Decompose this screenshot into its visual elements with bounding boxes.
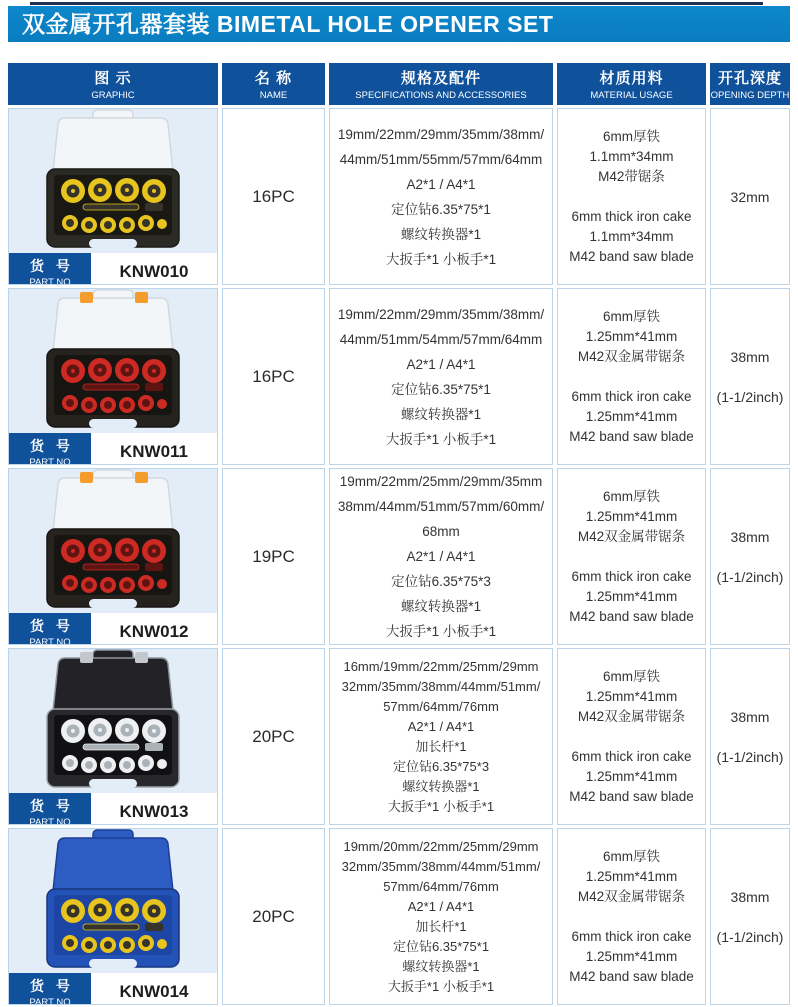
spec-line: 68mm — [422, 524, 460, 539]
material-line: 6mm厚铁 — [603, 308, 660, 324]
spec-line: 加长杆*1 — [415, 738, 467, 754]
spec-line: 57mm/64mm/76mm — [383, 698, 499, 714]
material-line: 6mm厚铁 — [603, 128, 660, 144]
depth-line — [748, 907, 752, 927]
material-line: 6mm thick iron cake — [571, 208, 692, 224]
product-photo-knw014 — [9, 829, 217, 973]
spec-line: A2*1 / A4*1 — [406, 176, 476, 192]
spec-line: 44mm/51mm/54mm/57mm/64mm — [339, 331, 543, 347]
depth-line: 32mm — [730, 188, 770, 205]
top-divider-line — [30, 2, 763, 5]
spec-line: A2*1 / A4*1 — [406, 356, 476, 372]
spec-line: 定位钻6.35*75*1 — [392, 938, 490, 954]
part-no-value: KNW013 — [119, 802, 189, 821]
table-row — [8, 468, 790, 645]
graphic-cell — [8, 108, 218, 285]
graphic-cell — [8, 288, 218, 465]
material-line: M42双金属带锯条 — [577, 888, 686, 904]
depth-line: 38mm — [730, 348, 770, 365]
part-no-strip — [9, 973, 217, 1005]
spec-line: A2*1 / A4*1 — [406, 549, 476, 564]
material-line: 1.25mm*41mm — [585, 768, 678, 784]
product-name: 16PC — [222, 108, 325, 285]
material-line: 1.25mm*41mm — [585, 508, 678, 524]
material-line: M42 band saw blade — [569, 428, 694, 444]
material-line: M42双金属带锯条 — [577, 708, 686, 724]
spec-line: 螺纹转换器*1 — [402, 958, 480, 974]
material-line: 6mm厚铁 — [603, 848, 660, 864]
product-material — [557, 648, 706, 825]
material-line: M42双金属带锯条 — [577, 348, 686, 364]
product-specifications — [329, 108, 553, 285]
spec-line: 19mm/22mm/29mm/35mm/38mm/ — [337, 126, 545, 142]
part-no-label: 货 号 PART NO — [9, 973, 91, 1005]
material-line: 1.25mm*41mm — [585, 868, 678, 884]
spec-line: 16mm/19mm/22mm/25mm/29mm — [343, 658, 539, 674]
material-line: 6mm thick iron cake — [571, 388, 692, 404]
part-no-value: KNW010 — [119, 262, 189, 281]
product-material — [557, 288, 706, 465]
product-material — [557, 108, 706, 285]
product-name: 19PC — [222, 468, 325, 645]
material-line: 1.1mm*34mm — [589, 148, 674, 164]
product-opening-depth — [710, 468, 790, 645]
material-line — [630, 547, 634, 567]
depth-line: 38mm — [730, 528, 770, 545]
depth-line: (1-1/2inch) — [716, 928, 784, 945]
material-line: 1.1mm*34mm — [589, 228, 674, 244]
spec-line: 32mm/35mm/38mm/44mm/51mm/ — [341, 858, 541, 874]
spec-line: 大扳手*1 小板手*1 — [387, 798, 495, 814]
page-title: 双金属开孔器套装 BIMETAL HOLE OPENER SET — [8, 6, 790, 42]
table-row — [8, 648, 790, 825]
product-photo-knw013 — [9, 649, 217, 793]
part-no-label: 货 号 PART NO — [9, 613, 91, 645]
table-header-row — [8, 63, 790, 105]
spec-line: 加长杆*1 — [415, 918, 467, 934]
product-material — [557, 828, 706, 1005]
depth-line: 38mm — [730, 888, 770, 905]
spec-line: 19mm/22mm/25mm/29mm/35mm — [339, 474, 543, 489]
spec-line: 螺纹转换器*1 — [400, 599, 482, 614]
depth-line — [748, 547, 752, 567]
column-header-name: 名 称 NAME — [222, 63, 325, 105]
material-line: M42 band saw blade — [569, 788, 694, 804]
material-line: 1.25mm*41mm — [585, 948, 678, 964]
spec-line: 57mm/64mm/76mm — [383, 878, 499, 894]
spec-line: 螺纹转换器*1 — [400, 406, 482, 422]
depth-line: (1-1/2inch) — [716, 388, 784, 405]
product-photo-knw011 — [9, 289, 217, 433]
spec-line: 螺纹转换器*1 — [400, 226, 482, 242]
spec-line: 螺纹转换器*1 — [402, 778, 480, 794]
material-line: 1.25mm*41mm — [585, 408, 678, 424]
column-header-material: 材质用料 MATERIAL USAGE — [557, 63, 706, 105]
part-no-value: KNW012 — [119, 622, 189, 641]
material-line: 1.25mm*41mm — [585, 688, 678, 704]
table-row — [8, 108, 790, 285]
product-table — [8, 63, 790, 1005]
product-opening-depth — [710, 648, 790, 825]
product-material — [557, 468, 706, 645]
product-specifications — [329, 468, 553, 645]
part-no-label: 货 号 PART NO — [9, 793, 91, 825]
part-no-label: 货 号 PART NO — [9, 253, 91, 285]
product-name: 20PC — [222, 648, 325, 825]
product-name: 16PC — [222, 288, 325, 465]
spec-line: 38mm/44mm/51mm/57mm/60mm/ — [337, 499, 545, 514]
depth-line — [748, 727, 752, 747]
part-no-value: KNW011 — [119, 442, 189, 461]
material-line: 6mm thick iron cake — [571, 928, 692, 944]
material-line: 1.25mm*41mm — [585, 328, 678, 344]
column-header-specifications: 规格及配件 SPECIFICATIONS AND ACCESSORIES — [329, 63, 553, 105]
column-header-graphic: 图 示 GRAPHIC — [8, 63, 218, 105]
part-no-strip — [9, 793, 217, 825]
material-line — [630, 907, 634, 927]
spec-line: 大扳手*1 小板手*1 — [385, 431, 497, 447]
product-photo-knw012 — [9, 469, 217, 613]
spec-line: 大扳手*1 小板手*1 — [387, 978, 495, 994]
product-specifications — [329, 828, 553, 1005]
spec-line: 定位钻6.35*75*3 — [391, 574, 491, 589]
column-header-opening-depth: 开孔深度 OPENING DEPTH — [710, 63, 790, 105]
spec-line: 32mm/35mm/38mm/44mm/51mm/ — [341, 678, 541, 694]
spec-line: A2*1 / A4*1 — [407, 898, 475, 914]
material-line: M42 band saw blade — [569, 968, 694, 984]
depth-line: 38mm — [730, 708, 770, 725]
spec-line: 19mm/20mm/22mm/25mm/29mm — [343, 838, 539, 854]
product-opening-depth — [710, 828, 790, 1005]
spec-line: 定位钻6.35*75*1 — [391, 381, 491, 397]
depth-line: (1-1/2inch) — [716, 568, 784, 585]
spec-line: 大扳手*1 小板手*1 — [385, 251, 497, 267]
material-line: M42带锯条 — [598, 168, 665, 184]
material-line: 6mm厚铁 — [603, 488, 660, 504]
material-line — [630, 187, 634, 207]
spec-line: 44mm/51mm/55mm/57mm/64mm — [339, 151, 543, 167]
depth-line — [748, 367, 752, 387]
material-line — [630, 727, 634, 747]
graphic-cell — [8, 468, 218, 645]
material-line: M42双金属带锯条 — [577, 528, 686, 544]
spec-line: 定位钻6.35*75*3 — [392, 758, 490, 774]
material-line: 6mm厚铁 — [603, 668, 660, 684]
graphic-cell — [8, 648, 218, 825]
spec-line: 定位钻6.35*75*1 — [391, 201, 491, 217]
product-name: 20PC — [222, 828, 325, 1005]
material-line: M42 band saw blade — [569, 248, 694, 264]
part-no-value: KNW014 — [119, 982, 189, 1001]
depth-line: (1-1/2inch) — [716, 748, 784, 765]
material-line — [630, 367, 634, 387]
part-no-strip — [9, 433, 217, 465]
spec-line: A2*1 / A4*1 — [407, 718, 475, 734]
product-opening-depth — [710, 288, 790, 465]
table-row — [8, 828, 790, 1005]
graphic-cell — [8, 828, 218, 1005]
material-line: 1.25mm*41mm — [585, 588, 678, 604]
material-line: 6mm thick iron cake — [571, 568, 692, 584]
product-photo-knw010 — [9, 109, 217, 253]
product-specifications — [329, 288, 553, 465]
spec-line: 大扳手*1 小板手*1 — [385, 624, 497, 639]
part-no-label: 货 号 PART NO — [9, 433, 91, 465]
product-opening-depth — [710, 108, 790, 285]
material-line: M42 band saw blade — [569, 608, 694, 624]
product-specifications — [329, 648, 553, 825]
table-body — [8, 108, 790, 1005]
table-row — [8, 288, 790, 465]
part-no-strip — [9, 253, 217, 285]
material-line: 6mm thick iron cake — [571, 748, 692, 764]
part-no-strip — [9, 613, 217, 645]
spec-line: 19mm/22mm/29mm/35mm/38mm/ — [337, 306, 545, 322]
